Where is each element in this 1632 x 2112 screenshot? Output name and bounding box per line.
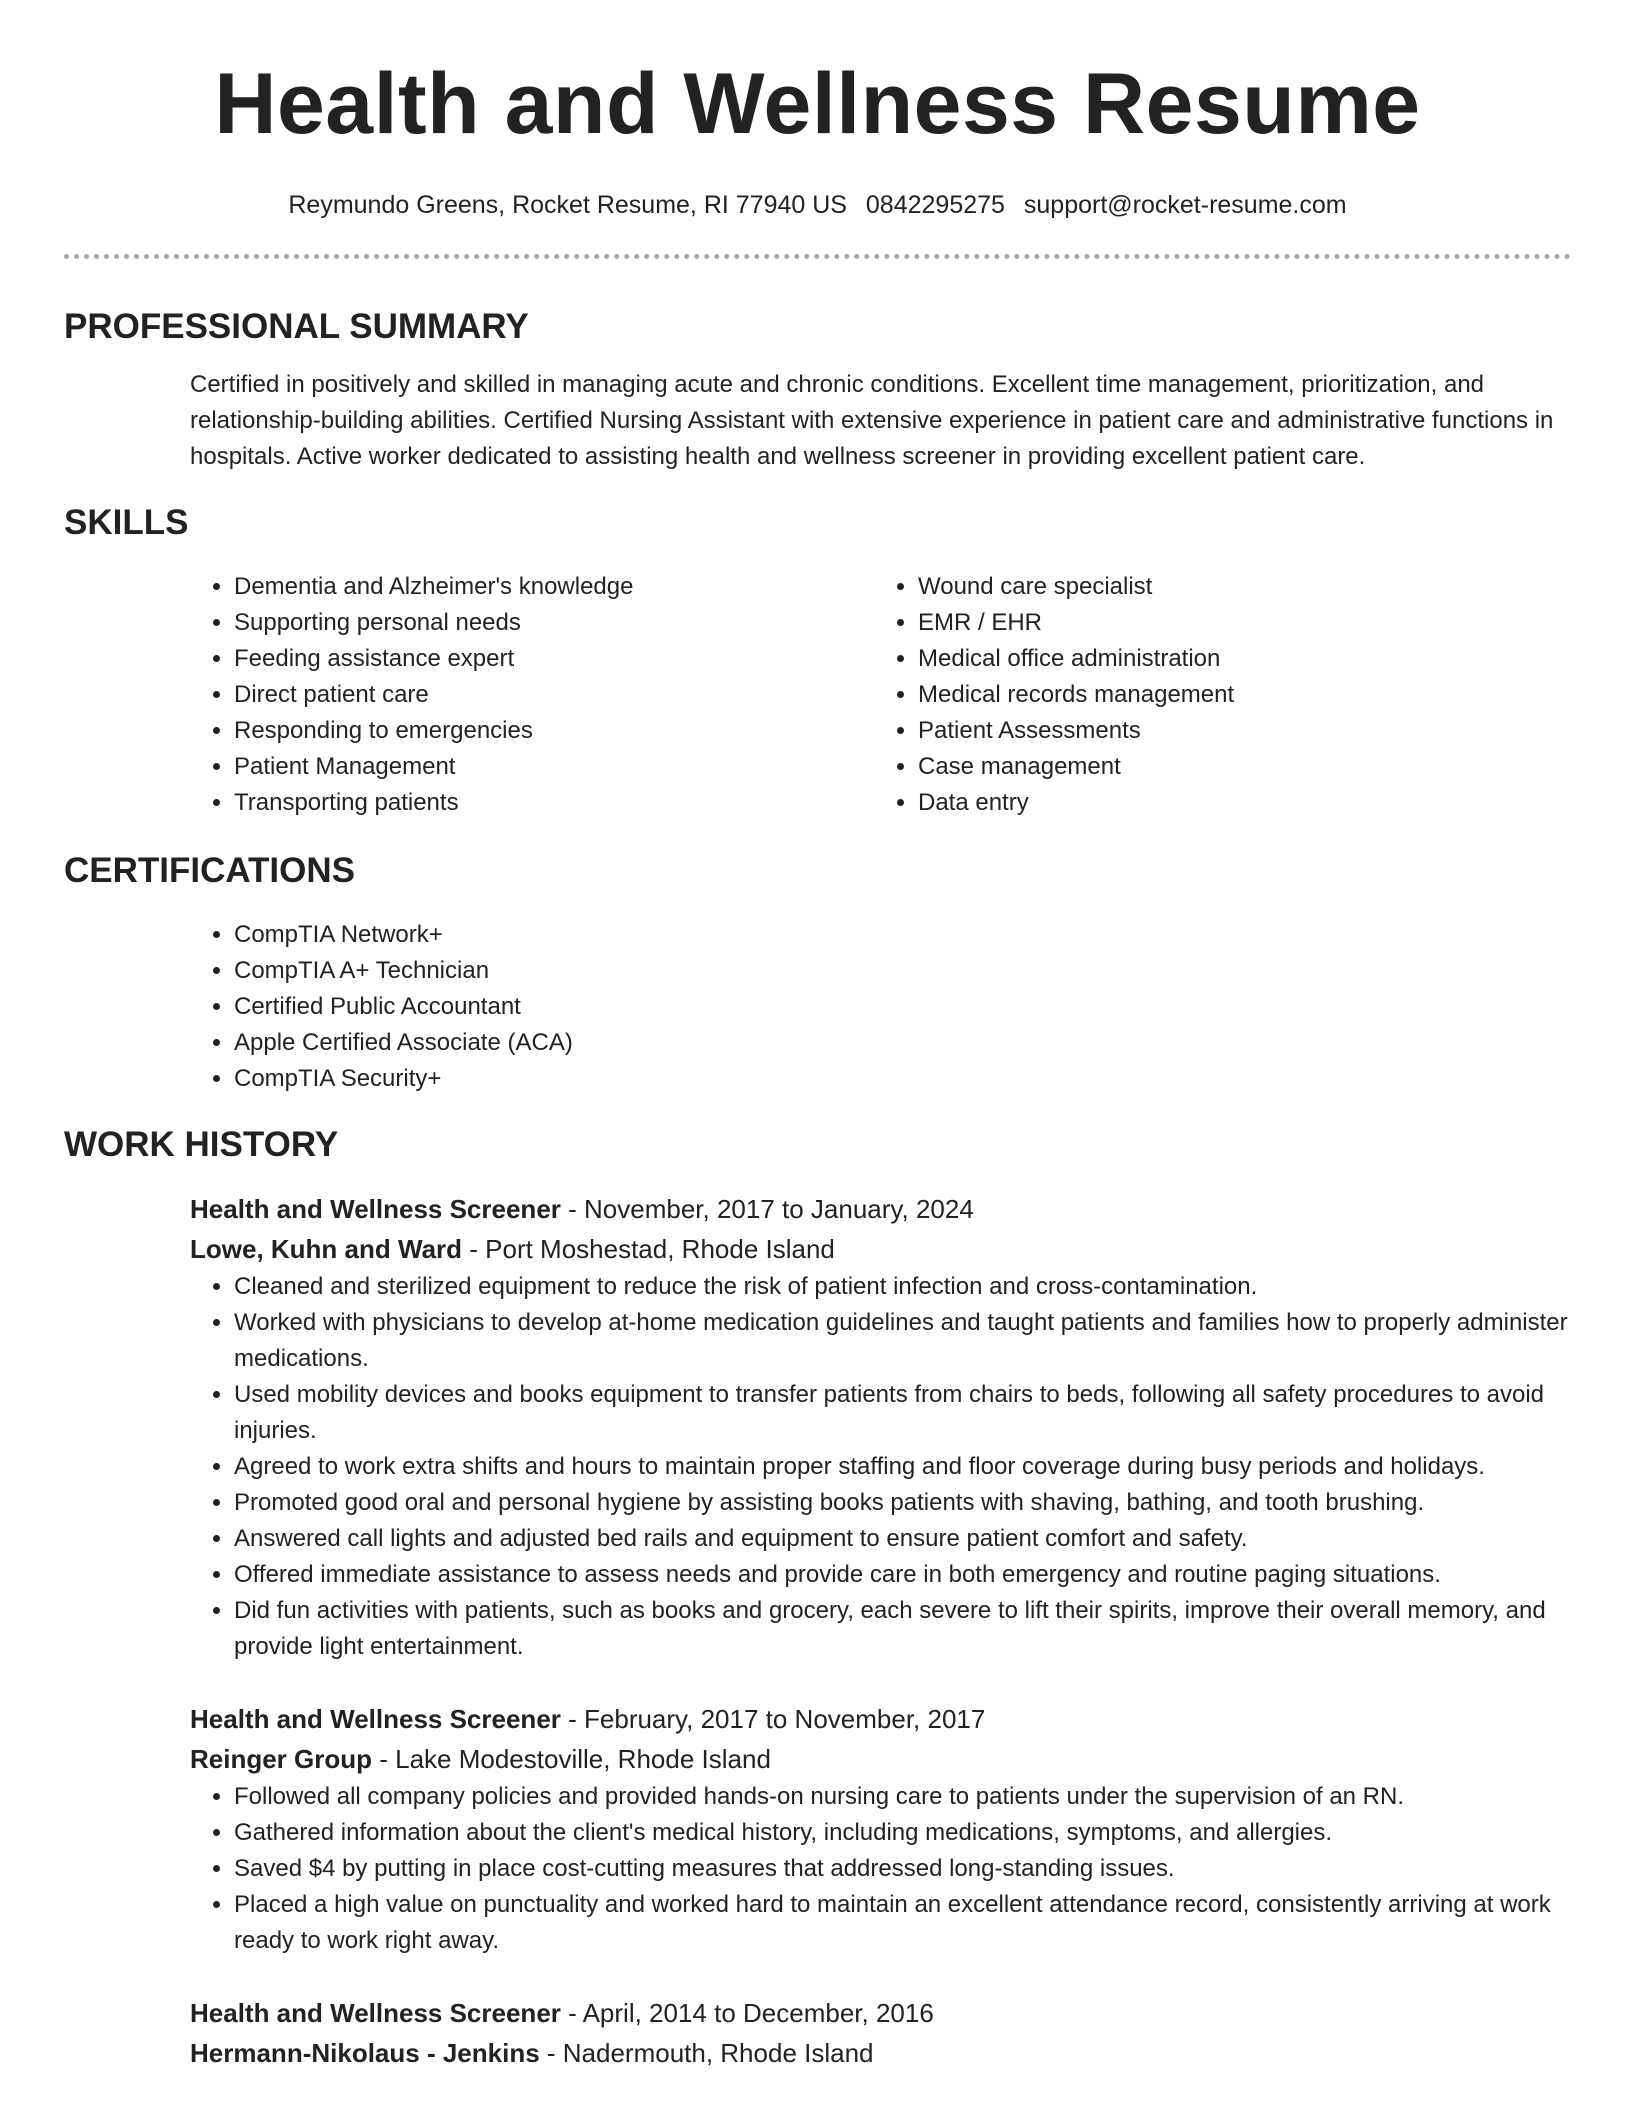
skill-item: • Direct patient care <box>234 677 874 713</box>
job-dates: - April, 2014 to December, 2016 <box>560 1998 934 2028</box>
job-company: Lowe, Kuhn and Ward <box>190 1234 463 1264</box>
job-bullet: • Saved $4 by putting in place cost-cutting measures that addressed long-standing issues. <box>234 1851 1614 1887</box>
skill-item: • Wound care specialist <box>918 569 1558 605</box>
skill-item: • Dementia and Alzheimer's knowledge <box>234 569 874 605</box>
certification-item: • CompTIA Security+ <box>234 1061 1571 1097</box>
skill-item: • EMR / EHR <box>918 605 1558 641</box>
job-bullets <box>190 1269 1614 1665</box>
job-bullets <box>190 1779 1614 1959</box>
job-company: Hermann-Nikolaus - Jenkins <box>190 2038 540 2068</box>
summary-text: Certified in positively and skilled in managing acute and chronic conditions. Excellent time management, prioritization, and relationship-building abilities. Certified Nursing Assistant with extensive experience in patient care and administrative functions in hospitals. Active worker dedicated to assisting health and wellness screener in providing excellent patient care. <box>190 371 1554 470</box>
contact-email: support@rocket-resume.com <box>1023 191 1347 219</box>
header-divider <box>64 254 1571 259</box>
job-bullet: • Placed a high value on punctuality and worked hard to maintain an excellent attendance record, consistently arriving at work ready to work right away. <box>234 1887 1614 1959</box>
job-bullet: • Answered call lights and adjusted bed rails and equipment to ensure patient comfort and safety. <box>234 1521 1614 1557</box>
skill-item: • Case management <box>918 749 1558 785</box>
job-title: Health and Wellness Screener <box>190 1194 561 1224</box>
certification-item: • CompTIA Network+ <box>234 917 1571 953</box>
job-bullet: • Worked with physicians to develop at-home medication guidelines and taught patients and families how to properly administer medications. <box>234 1305 1614 1377</box>
job-title-line <box>190 1699 1571 1739</box>
certification-item: • Certified Public Accountant <box>234 989 1571 1025</box>
skill-item: • Medical records management <box>918 677 1558 713</box>
job-bullet: • Followed all company policies and provided hands-on nursing care to patients under the supervision of an RN. <box>234 1779 1614 1815</box>
contact-phone: 0842295275 <box>865 191 1005 219</box>
skill-item: • Medical office administration <box>918 641 1558 677</box>
job-bullet: • Did fun activities with patients, such as books and grocery, each severe to lift their spirits, improve their overall memory, and provide light entertainment. <box>234 1593 1614 1665</box>
job-bullet: • Promoted good oral and personal hygiene by assisting books patients with shaving, bathing, and tooth brushing. <box>234 1485 1614 1521</box>
skill-item: • Responding to emergencies <box>234 713 874 749</box>
job-bullet: • Used mobility devices and books equipment to transfer patients from chairs to beds, following all safety procedures to avoid injuries. <box>234 1377 1614 1449</box>
job-entry <box>190 1699 1571 1959</box>
job-company-line <box>190 2033 1571 2073</box>
certification-item: • Apple Certified Associate (ACA) <box>234 1025 1571 1061</box>
job-location: - Nadermouth, Rhode Island <box>539 2038 874 2068</box>
skill-item: • Transporting patients <box>234 785 874 821</box>
job-bullet: • Cleaned and sterilized equipment to reduce the risk of patient infection and cross-contamination. <box>234 1269 1614 1305</box>
certification-item: • CompTIA A+ Technician <box>234 953 1571 989</box>
certifications-heading: CERTIFICATIONS <box>64 851 356 890</box>
skill-item: • Patient Assessments <box>918 713 1558 749</box>
contact-address: Reymundo Greens, Rocket Resume, RI 77940 US <box>288 191 847 219</box>
job-entry <box>190 1993 1571 2073</box>
job-entry <box>190 1189 1571 1665</box>
skills-list <box>190 569 1571 821</box>
certifications-list <box>190 917 1571 1097</box>
job-company: Reinger Group <box>190 1744 373 1774</box>
resume-page <box>64 0 1571 2073</box>
skills-heading: SKILLS <box>64 503 189 542</box>
job-bullet: • Gathered information about the client's medical history, including medications, symptoms, and allergies. <box>234 1815 1614 1851</box>
job-title: Health and Wellness Screener <box>190 1998 561 2028</box>
skill-item: • Supporting personal needs <box>234 605 874 641</box>
job-bullet: • Offered immediate assistance to assess needs and provide care in both emergency and routine paging situations. <box>234 1557 1614 1593</box>
skill-item: • Data entry <box>918 785 1558 821</box>
skill-item: • Feeding assistance expert <box>234 641 874 677</box>
work-history-heading: WORK HISTORY <box>64 1125 339 1164</box>
skills-column-right <box>874 569 1558 821</box>
resume-title: Health and Wellness Resume <box>214 56 1421 152</box>
skills-column-left <box>190 569 874 821</box>
job-company-line <box>190 1229 1571 1269</box>
job-title: Health and Wellness Screener <box>190 1704 561 1734</box>
summary-heading: PROFESSIONAL SUMMARY <box>64 307 529 346</box>
job-company-line <box>190 1739 1571 1779</box>
job-bullet: • Agreed to work extra shifts and hours to maintain proper staffing and floor coverage during busy periods and holidays. <box>234 1449 1614 1485</box>
job-location: - Lake Modestoville, Rhode Island <box>372 1744 771 1774</box>
skill-item: • Patient Management <box>234 749 874 785</box>
job-dates: - February, 2017 to November, 2017 <box>560 1704 986 1734</box>
job-title-line <box>190 1993 1571 2033</box>
contact-line <box>64 188 1571 222</box>
job-title-line <box>190 1189 1571 1229</box>
job-location: - Port Moshestad, Rhode Island <box>462 1234 835 1264</box>
job-dates: - November, 2017 to January, 2024 <box>560 1194 974 1224</box>
certifications-bullets <box>190 917 1571 1097</box>
